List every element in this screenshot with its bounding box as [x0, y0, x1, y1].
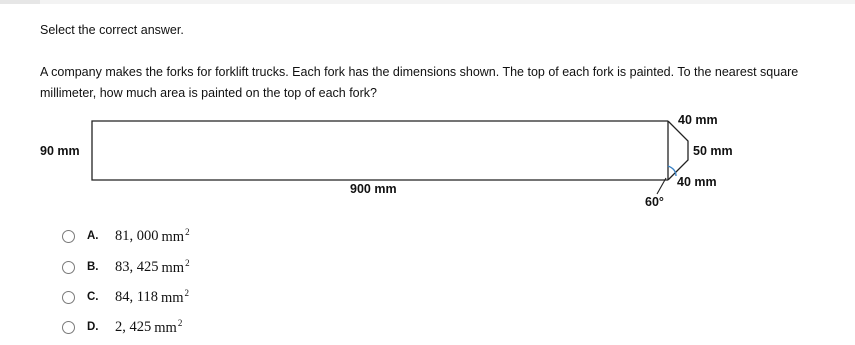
label-angle: 60° — [645, 195, 664, 209]
radio-button-b[interactable] — [62, 261, 75, 274]
label-bottom-edge: 40 mm — [677, 175, 717, 189]
radio-button-d[interactable] — [62, 321, 75, 334]
label-tip: 50 mm — [693, 144, 733, 158]
unit-exponent: 2 — [185, 257, 190, 268]
choice-value: 84, 118 — [115, 288, 158, 305]
choice-unit — [162, 227, 190, 246]
unit-text: mm — [154, 319, 177, 336]
choice-a[interactable] — [62, 226, 190, 246]
unit-text: mm — [161, 228, 185, 245]
choice-letter: B. — [87, 261, 99, 273]
choice-c[interactable] — [62, 287, 189, 307]
radio-button-a[interactable] — [62, 230, 75, 243]
choice-value: 81, 000 — [115, 227, 159, 244]
angle-pointer-line — [657, 178, 666, 194]
choice-letter: A. — [87, 230, 99, 242]
choice-letter: C. — [87, 291, 99, 303]
choice-b[interactable] — [62, 257, 190, 277]
label-length: 900 mm — [350, 182, 397, 196]
radio-button-c[interactable] — [62, 291, 75, 304]
label-height: 90 mm — [40, 144, 80, 158]
fork-tip-outline — [668, 121, 688, 180]
unit-text: mm — [160, 289, 184, 306]
choice-unit — [154, 318, 182, 337]
top-tab — [0, 0, 40, 4]
fork-outline — [92, 121, 668, 180]
choice-value: 83, 425 — [115, 258, 159, 275]
choice-unit — [162, 258, 190, 277]
unit-exponent: 2 — [177, 317, 183, 328]
unit-exponent: 2 — [184, 287, 190, 298]
choice-unit — [161, 288, 189, 307]
unit-exponent: 2 — [185, 226, 190, 237]
top-bar — [0, 0, 855, 4]
question-text: A company makes the forks for forklift trucks. Each fork has the dimensions shown. The top of each fork is painted. To the nearest square millimeter, how much area is painted on the top of each fork? — [40, 65, 799, 100]
choice-d[interactable] — [62, 317, 182, 337]
unit-text: mm — [161, 259, 185, 276]
angle-marker — [668, 166, 676, 176]
instruction-text: Select the correct answer. — [40, 23, 184, 37]
choice-value: 2, 425 — [115, 318, 152, 335]
choice-letter: D. — [87, 321, 99, 333]
label-top-edge: 40 mm — [678, 113, 718, 127]
